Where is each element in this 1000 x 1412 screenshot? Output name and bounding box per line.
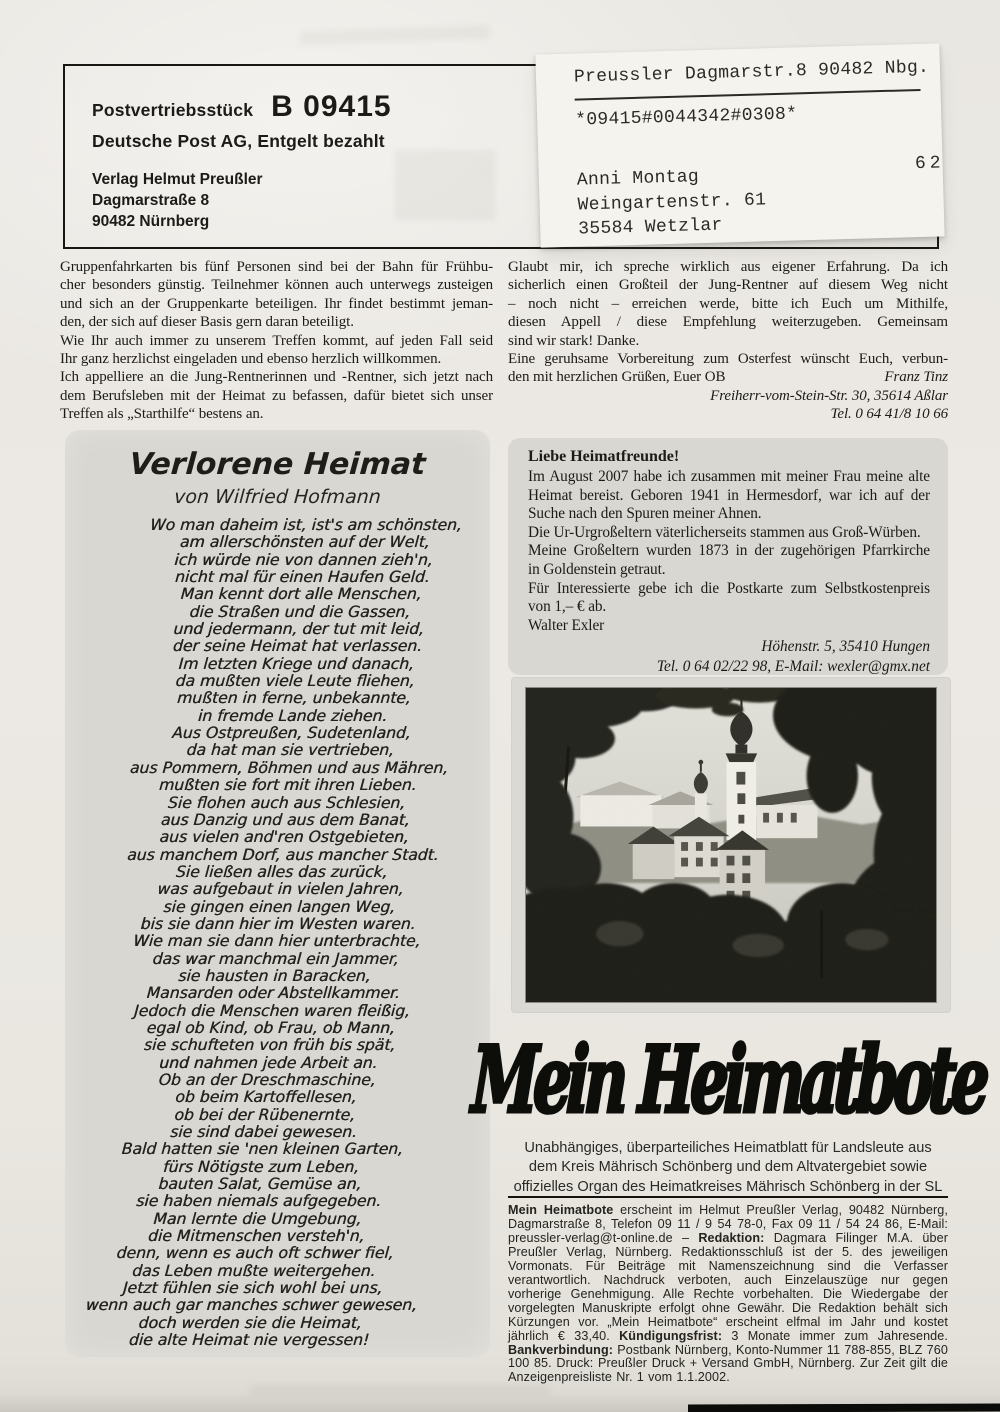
imprint-bold-segment: Bankverbindung: [508,1342,614,1357]
signature-address [508,387,948,424]
text-line: sie gingen einen langen Weg, [162,897,396,916]
text-line: Dagmarstraße 8 [92,192,210,209]
text-line: dem Berufsleben mit der Heimat zu befassen, dafür bietet sich unser [60,387,493,404]
address-label [535,43,944,247]
text-line: am allerschönsten auf der Welt, [179,533,431,552]
text-line: Jedoch die Menschen waren fleißig, [133,1001,411,1020]
text-line: Suche nach den Spuren meiner Ahnen. [528,505,762,523]
text-line: bis sie dann hier im Westen waren. [140,914,417,933]
label-page-number: 62 [914,153,945,175]
postal-product-label: Postvertriebsstück [92,100,254,120]
text-line: ob beim Kartoffellesen, [174,1088,358,1107]
text-line: sie sind dabei gewesen. [169,1123,358,1142]
text-line: und sich an der Gruppenkarte beteiligen. Ihr findet bestimmt jeman- [60,295,493,312]
text-line: Tel. 0 64 41/8 10 66 [830,406,948,423]
text-line: von 1,– € ab. [528,598,607,616]
letter-heading: Liebe Heimatfreunde! [528,448,680,465]
text-line: egal ob Kind, ob Frau, ob Mann, [146,1018,396,1037]
text-line: Verlag Helmut Preußler [92,171,263,188]
label-routing-code: *09415#0044342#0308* [574,104,798,131]
imprint-bold-segment: Mein Heimatbote [508,1203,614,1217]
imprint-bold-segment: Redaktion: [698,1230,765,1245]
postal-product-code: B 09415 [271,90,392,123]
text-line: aus Pommern, Böhmen und aus Mähren, [129,758,449,777]
text-line: Mansarden oder Abstellkammer. [146,984,401,1003]
masthead-rule [508,1196,948,1198]
text-line: Im August 2007 habe ich zusammen mit meiner Frau meine alte [528,468,930,485]
text-line: der seine Heimat hat verlassen. [172,637,423,656]
photo-mat [512,678,950,1012]
text-line: Heimat bereist. Geboren 1941 in Hermesdorf, war ich auf der [528,486,930,504]
closing-left-text: den mit herzlichen Grüßen, Euer OB [508,369,726,386]
text-line: Walter Exler [528,616,605,634]
label-recipient-address [577,159,919,242]
intro-right-column [508,258,948,424]
text-line: 90482 Nürnberg [92,213,210,230]
imprint-bold-segment: Kündigungsfrist: [619,1328,723,1343]
imprint-text [508,1204,948,1385]
imprint-segment: Postbank Nürnberg, Konto-Nummer 11 788-855, BLZ 760 100 85. Druck: Preußler Druck + Versand GmbH, Nürnberg. Zur Zeit gilt die Anzeigenpreisliste Nr. 1 vom 1.1.2002. [508,1342,948,1385]
signature-name: Franz Tinz [884,369,948,386]
text-line: Anni Montag [576,167,700,191]
text-line: Man kennt dort alle Menschen, [180,585,423,604]
text-line: sie hausten in Baracken, [177,966,372,985]
text-line: Ihr ganz herzlichst eingeladen und ebenso herzlich willkommen. [60,351,442,368]
text-line: Tel. 0 64 02/22 98, E-Mail: wexler@gmx.net [656,657,930,675]
text-line: wenn auch gar manches schwer gewesen, [85,1296,418,1315]
text-line: Ich appelliere an die Jung-Rentnerinnen und -Rentner, sich jetzt nach [60,369,493,386]
label-sender-line: Preussler Dagmarstr.8 90482 Nbg. [573,57,930,88]
imprint-segment: 3 Monate immer zum Jahresende. [722,1328,948,1343]
text-line: das Leben mußte weitergehen. [131,1261,377,1280]
poem-panel [65,430,490,1357]
text-line: Wo man daheim ist, ist's am schönsten, [149,516,463,534]
text-line: Weingartenstr. 61 [577,189,767,216]
text-line: – noch nicht – erreichen werde, bitte ich Euch um Mithilfe, [508,295,948,312]
town-church-illustration [526,688,936,1002]
closing-line: Eine geruhsame Vorbereitung zum Osterfest wünscht Euch, verbun- [508,351,948,368]
text-line: Ob an der Dreschmaschine, [158,1071,377,1089]
text-line: Für Interessierte gebe ich die Postkarte zum Selbstkostenpreis [528,579,930,597]
text-line: Wie Ihr auch immer zu unserem Treffen kommt, auf jeden Fall seid [60,332,493,349]
text-line: Bald hatten sie 'nen kleinen Garten, [121,1140,404,1159]
text-line: Höhenstr. 5, 35410 Hungen [761,638,930,656]
poem-body [65,517,490,1350]
text-line: was aufgebaut in vielen Jahren, [156,880,405,899]
poem-title: Verlorene Heimat [128,447,427,482]
masthead-logo [469,1027,987,1135]
text-line: dem Kreis Mährisch Schönberg und dem Altvatergebiet sowie [528,1159,928,1176]
text-line: Sie ließen alles das zurück, [175,862,389,881]
letter-body [528,468,930,635]
masthead-subtitle [468,1139,988,1197]
text-line: und jedermann, der tut mit leid, [172,620,425,639]
text-line: Glaubt mir, ich spreche wirklich aus eigener Erfahrung. Da ich [508,259,948,275]
text-line: sind wir stark! Danke. [508,332,640,349]
text-line: Jetzt fühlen sie sich wohl bei uns, [122,1279,384,1298]
text-line: da hat man sie vertrieben, [185,741,395,760]
text-line: Treffen als „Starthilfe“ bestens an. [60,406,264,423]
text-line: fürs Nötigste zum Leben, [162,1157,360,1176]
text-line: und nahmen jede Arbeit an. [158,1053,379,1072]
text-line: Aus Ostpreußen, Sudetenland, [171,724,412,743]
scan-smudge [300,25,490,46]
text-line: in fremde Lande ziehen. [197,706,388,725]
text-line: Meine Großeltern wurden 1873 in der zugehörigen Pfarrkirche [528,542,930,560]
postal-sender-address [92,169,392,232]
text-line: aus Danzig und aus dem Banat, [160,810,411,829]
text-line: die Mitmenschen versteh'n, [147,1227,366,1246]
text-line: Gruppenfahrkarten bis fünf Personen sind bei der Bahn für Frühbu- [60,259,493,275]
text-line: 35584 Wetzlar [578,215,723,240]
text-line: Die Ur-Urgroßeltern väterlicherseits stammen aus Groß-Würben. [528,523,921,541]
text-line: die Straßen und die Gassen, [188,602,411,621]
text-line: mußten sie fort mit ihren Lieben. [158,776,418,795]
text-line: ich würde nie von dannen zieh'n, [173,550,434,569]
closing-signature-row [508,368,948,386]
intro-right-paragraphs [508,258,948,350]
text-line: den, der sich auf dieser Basis gern daran beteiligt. [60,314,354,331]
text-line: Freiherr-vom-Stein-Str. 30, 35614 Aßlar [710,387,948,404]
text-line: Wie man sie dann hier unterbrachte, [132,932,422,951]
postal-imprint-block [92,90,392,232]
text-line: nicht mal für einen Haufen Geld. [174,568,431,587]
text-line: aus manchem Dorf, aus mancher Stadt. [126,845,440,864]
text-line: doch werden sie die Heimat, [138,1313,363,1332]
text-line: in Goldenstein getraut. [528,560,666,578]
text-line: Man lernte die Umgebung, [152,1209,363,1228]
text-line: da mußten viele Leute fliehen, [174,672,416,691]
text-line: sie schufteten von früh bis spät, [143,1036,396,1055]
scan-artifact-bar [688,1403,1000,1412]
text-line: diesen Appell / diese Empfehlung weiterzugeben. Gemeinsam [508,314,948,331]
text-line: die alte Heimat nie vergessen! [128,1331,370,1350]
label-divider [575,89,921,101]
text-line: ob bei der Rübenernte, [173,1105,356,1124]
text-line: Sie flohen auch aus Schlesien, [167,793,406,812]
letter-panel [508,438,948,675]
text-line: aus vielen and'ren Ostgebieten, [158,828,410,847]
text-line: mußten in ferne, unbekannte, [176,689,412,708]
town-church-photo [526,688,936,1002]
text-line: sie haben niemals aufgegeben. [135,1192,382,1211]
postal-carrier-line: Deutsche Post AG, Entgelt bezahlt [92,131,385,151]
text-line: Im letzten Kriege und danach, [177,654,415,673]
imprint-segment: erscheint im Helmut Preußler Verlag, 90482 Nürnberg, Dagmarstraße 8, Telefon 09 11 / 9 54 78-0, Fax 09 11 / 54 24 86, E-Mail: preussler-verlag@t-online.de – [508,1203,948,1245]
text-line: sicherlich einen Großteil der Jung-Rentner auf diesem Weg nicht [508,277,948,294]
text-line: Unabhängiges, überparteiliches Heimatblatt für Landsleute aus [524,1140,932,1156]
text-line: das war manchmal ein Jammer, [152,949,400,968]
text-line: denn, wenn es auch oft schwer fiel, [115,1244,395,1263]
poem-byline: von Wilfried Hofmann [173,486,382,508]
intro-left-column [60,258,493,424]
text-line: bauten Salat, Gemüse an, [157,1175,363,1194]
masthead-logo-text: Mein Heimatbote [469,1027,987,1135]
text-line: offizielles Organ des Heimatkreises Mährisch Schönberg in der SL [513,1178,943,1195]
letter-contact [528,637,930,676]
text-line: cher besonders günstig. Teilnehmer können auch unterwegs zusteigen [60,277,493,294]
imprint-segment: Dagmara Filinger M.A. über Preußler Verlag, Nürnberg. Redaktionsschluß ist der 5. des jeweiligen Vormonats. Für Beiträge mit Namenszeichnung sind die Verfasser verantwortlich. Nachdruck verboten, auch Einzelauszüge nur gegen vorherige Genehmigung. Alle Rechte vorbehalten. Die Wiedergabe der vorgelegten Manuskripte erfolgt ohne Gewähr. Die Redaktion behält sich Kürzungen vor. „Mein Heimatbote“ erscheint elfmal im Jahr und kostet jährlich € 33,40. [508,1230,948,1343]
